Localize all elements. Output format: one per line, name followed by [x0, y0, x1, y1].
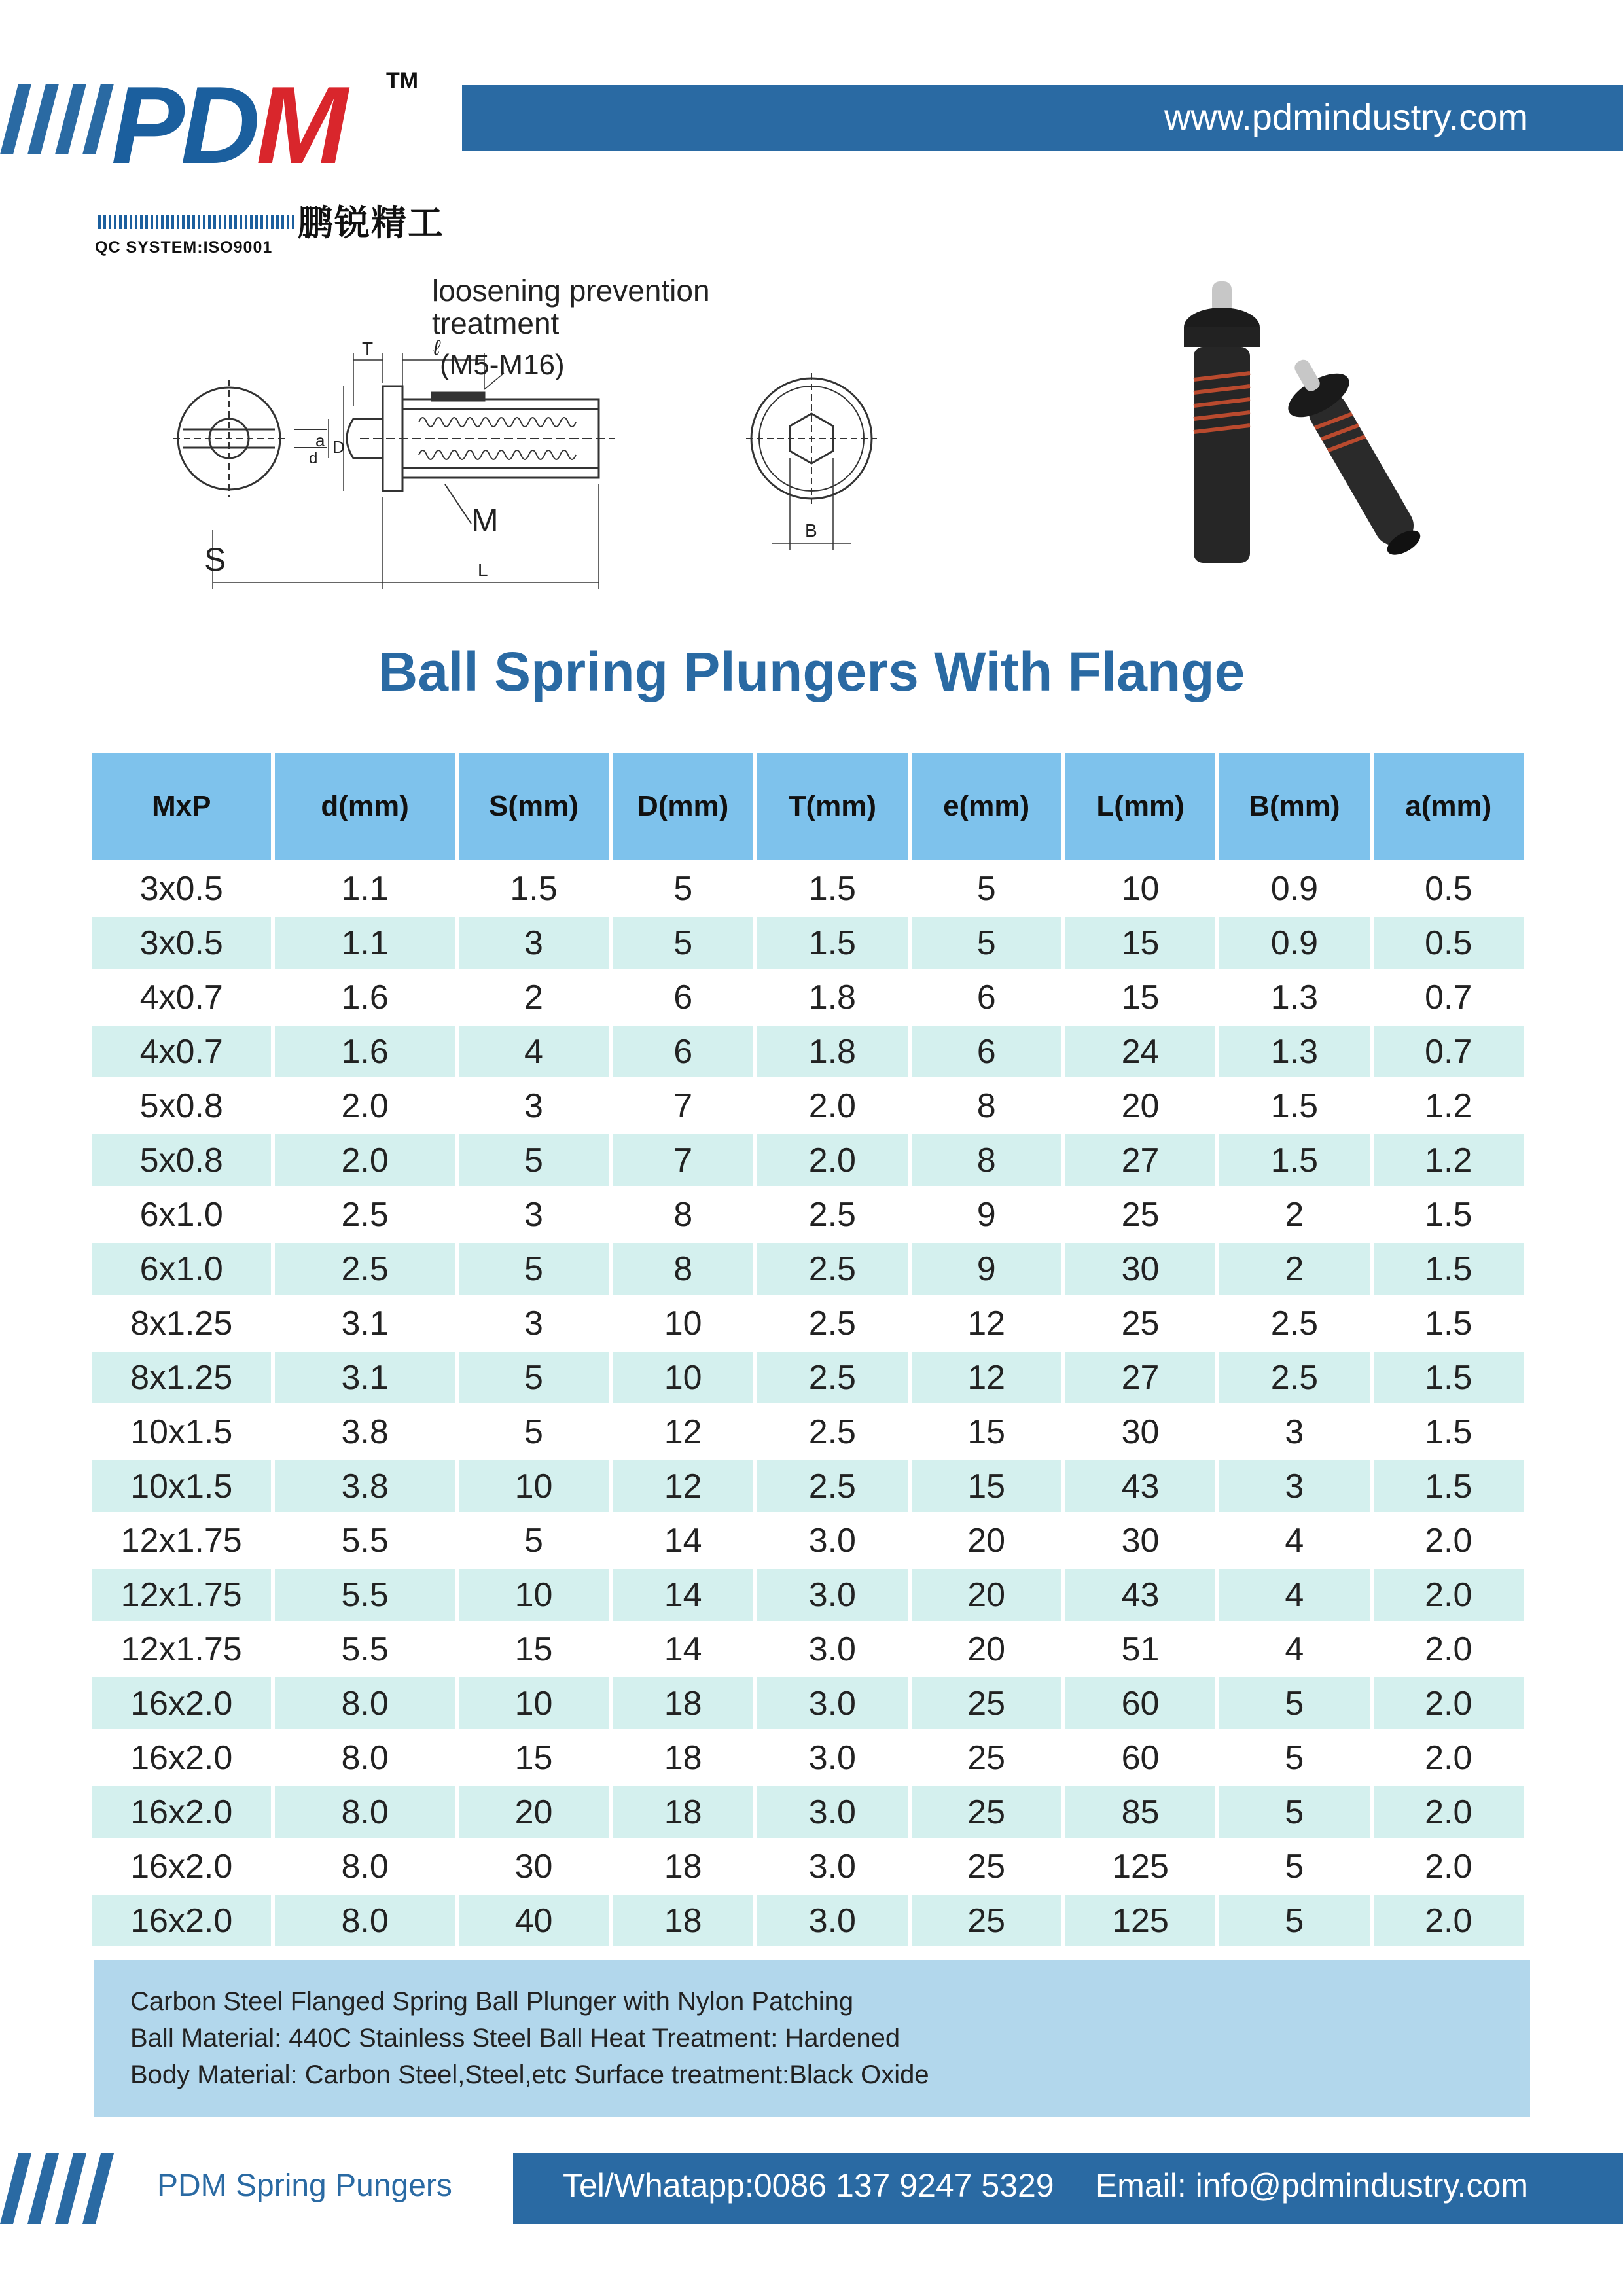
note-line: Ball Material: 440C Stainless Steel Ball Heat Treatment: Hardened: [130, 2024, 901, 2053]
table-cell: 2.0: [1425, 1630, 1472, 1668]
table-cell: 3: [524, 1086, 543, 1125]
table-cell: 0.5: [1374, 917, 1524, 969]
footer-product-label: PDM Spring Pungers: [157, 2168, 452, 2203]
table-cell: 8: [673, 1195, 693, 1234]
table-cell: 3.0: [808, 1847, 856, 1886]
table-cell: 2.5: [808, 1412, 856, 1451]
table-cell: 3.0: [757, 1677, 907, 1729]
table-cell: 5: [1285, 1847, 1304, 1886]
footer-stripes: [0, 2153, 118, 2224]
table-cell: 0.9: [1270, 869, 1319, 908]
label-ell: ℓ: [433, 336, 440, 359]
table-cell: 2.5: [1219, 1352, 1369, 1403]
table-cell: 5: [613, 917, 753, 969]
label-d: d: [309, 450, 318, 467]
table-cell: 8.0: [341, 1738, 389, 1777]
table-cell: 1.5: [1425, 1195, 1472, 1234]
table-cell: 25: [967, 1738, 1006, 1777]
table-cell: 12x1.75: [92, 1569, 271, 1621]
table-cell: 10: [613, 1352, 753, 1403]
table-cell: 51: [1121, 1630, 1160, 1668]
table-cell: 2.5: [808, 1304, 856, 1342]
table-cell: 2.5: [757, 1352, 907, 1403]
table-cell: 2.0: [341, 1086, 389, 1125]
table-cell: 14: [664, 1630, 702, 1668]
table-row: [92, 1840, 1524, 1892]
table-cell: 3.1: [275, 1352, 454, 1403]
table-cell: 27: [1065, 1134, 1215, 1186]
table-cell: 3: [524, 1304, 543, 1342]
table-cell: 2.0: [757, 1134, 907, 1186]
label-D: D: [332, 437, 345, 457]
table-cell: 8x1.25: [130, 1304, 233, 1342]
table-row: [92, 1134, 1524, 1186]
table-cell: 5: [1219, 1677, 1369, 1729]
table-row: [92, 1569, 1524, 1621]
table-cell: 16x2.0: [92, 1895, 271, 1946]
table-cell: 10x1.5: [92, 1460, 271, 1512]
table-cell: 1.6: [341, 978, 389, 1016]
table-cell: 1.3: [1219, 1026, 1369, 1077]
table-cell: 10: [1121, 869, 1160, 908]
table-cell: 8: [613, 1243, 753, 1295]
table-row: [92, 1677, 1524, 1729]
table-cell: 4: [1285, 1630, 1304, 1668]
table-cell: 18: [664, 1847, 702, 1886]
table-cell: 2.5: [757, 1243, 907, 1295]
company-logo: [85, 63, 452, 257]
callout-line2: treatment: [432, 306, 560, 340]
table-cell: 2.0: [808, 1086, 856, 1125]
logo-barcode: [98, 215, 294, 229]
table-cell: 8.0: [341, 1847, 389, 1886]
table-cell: 20: [459, 1786, 609, 1838]
table-cell: 18: [613, 1786, 753, 1838]
note-line: Carbon Steel Flanged Spring Ball Plunger with Nylon Patching: [130, 1987, 854, 2016]
table-cell: 15: [514, 1630, 553, 1668]
table-cell: 25: [912, 1895, 1061, 1946]
table-cell: 18: [613, 1895, 753, 1946]
table-row: [92, 1026, 1524, 1077]
table-cell: 125: [1112, 1847, 1169, 1886]
table-cell: 14: [613, 1569, 753, 1621]
footer-phone[interactable]: Tel/Whatapp:0086 137 9247 5329: [563, 2167, 1054, 2204]
header-d: d(mm): [275, 753, 454, 860]
table-cell: 12: [912, 1352, 1061, 1403]
table-cell: 10x1.5: [130, 1412, 233, 1451]
table-cell: 12: [967, 1304, 1006, 1342]
table-cell: 30: [1065, 1243, 1215, 1295]
table-cell: 1.5: [808, 869, 856, 908]
table-row: [92, 1297, 1524, 1349]
footer-email[interactable]: Email: info@pdmindustry.com: [1095, 2167, 1528, 2204]
table-cell: 1.1: [275, 917, 454, 969]
header-e: e(mm): [912, 753, 1061, 860]
table-cell: 85: [1065, 1786, 1215, 1838]
table-cell: 8: [976, 1086, 996, 1125]
table-cell: 6: [976, 978, 996, 1016]
table-row: [92, 917, 1524, 969]
table-cell: 16x2.0: [130, 1738, 233, 1777]
table-cell: 8.0: [275, 1677, 454, 1729]
table-cell: 3.8: [275, 1460, 454, 1512]
table-cell: 3: [1285, 1412, 1304, 1451]
table-cell: 20: [1121, 1086, 1160, 1125]
table-body: [92, 863, 1524, 1946]
header-D: D(mm): [613, 753, 753, 860]
table-cell: 30: [1121, 1412, 1160, 1451]
table-cell: 10: [664, 1304, 702, 1342]
table-cell: 1.5: [757, 917, 907, 969]
table-row: [92, 1189, 1524, 1240]
table-cell: 3: [524, 1195, 543, 1234]
table-cell: 16x2.0: [92, 1786, 271, 1838]
table-cell: 4x0.7: [92, 1026, 271, 1077]
table-cell: 7: [673, 1086, 693, 1125]
table-cell: 3.8: [341, 1412, 389, 1451]
table-cell: 16x2.0: [92, 1677, 271, 1729]
table-cell: 0.7: [1425, 978, 1472, 1016]
table-cell: 1.5: [1374, 1352, 1524, 1403]
table-cell: 27: [1065, 1352, 1215, 1403]
table-cell: 43: [1065, 1460, 1215, 1512]
table-cell: 4: [459, 1026, 609, 1077]
label-L: L: [478, 560, 488, 580]
table-cell: 10: [459, 1677, 609, 1729]
side-section-drawing-icon: [213, 353, 615, 589]
note-line: Body Material: Carbon Steel,Steel,etc Surface treatment:Black Oxide: [130, 2060, 929, 2089]
table-cell: 2: [1285, 1195, 1304, 1234]
label-B: B: [805, 520, 817, 541]
table-cell: 10: [459, 1460, 609, 1512]
table-cell: 12: [664, 1412, 702, 1451]
table-cell: 1.8: [808, 978, 856, 1016]
table-cell: 5: [459, 1352, 609, 1403]
table-row: [92, 1786, 1524, 1838]
table-row: [92, 1732, 1524, 1784]
table-cell: 1.2: [1374, 1134, 1524, 1186]
table-row: [92, 1895, 1524, 1946]
table-cell: 5: [976, 869, 996, 908]
table-cell: 15: [1065, 917, 1215, 969]
label-M: M: [471, 502, 499, 539]
table-cell: 25: [912, 1677, 1061, 1729]
table-cell: 3.0: [808, 1521, 856, 1560]
table-cell: 1.5: [1374, 1460, 1524, 1512]
table-cell: 3.0: [757, 1895, 907, 1946]
table-cell: 8: [912, 1134, 1061, 1186]
plunger-photo-icon: [1139, 275, 1479, 576]
table-cell: 18: [664, 1738, 702, 1777]
table-cell: 1.5: [1374, 1243, 1524, 1295]
table-cell: 2.0: [1374, 1786, 1524, 1838]
logo-chinese-name: 鹏锐精工: [298, 204, 444, 243]
table-cell: 5: [524, 1521, 543, 1560]
technical-drawing: [157, 275, 1099, 602]
table-cell: 20: [912, 1569, 1061, 1621]
table-cell: 10: [459, 1569, 609, 1621]
material-notes: [94, 1960, 1530, 2117]
table-cell: 20: [967, 1630, 1006, 1668]
table-cell: 1.3: [1270, 978, 1319, 1016]
table-cell: 4: [1219, 1569, 1369, 1621]
label-S: S: [204, 541, 226, 578]
table-row: [92, 863, 1524, 914]
table-cell: 2.5: [1270, 1304, 1319, 1342]
table-cell: 3x0.5: [92, 917, 271, 969]
table-cell: 60: [1121, 1738, 1160, 1777]
table-cell: 2.5: [341, 1195, 389, 1234]
table-row: [92, 1406, 1524, 1458]
label-T: T: [362, 338, 374, 359]
table-header-row: [92, 753, 1524, 860]
table-cell: 18: [613, 1677, 753, 1729]
table-cell: 125: [1065, 1895, 1215, 1946]
table-cell: 2.0: [1374, 1677, 1524, 1729]
website-link[interactable]: www.pdmindustry.com: [1164, 96, 1528, 137]
table-cell: 3: [459, 917, 609, 969]
label-a: a: [315, 431, 325, 450]
table-cell: 15: [514, 1738, 553, 1777]
table-cell: 24: [1065, 1026, 1215, 1077]
table-cell: 25: [1121, 1304, 1160, 1342]
header-s: S(mm): [459, 753, 609, 860]
table-cell: 1.5: [1425, 1304, 1472, 1342]
table-cell: 16x2.0: [130, 1847, 233, 1886]
table-cell: 5: [1285, 1738, 1304, 1777]
table-cell: 40: [459, 1895, 609, 1946]
table-cell: 5: [459, 1134, 609, 1186]
header-t: T(mm): [757, 753, 907, 860]
table-cell: 5: [673, 869, 693, 908]
table-cell: 9: [976, 1195, 996, 1234]
page-title: Ball Spring Plungers With Flange: [378, 641, 1245, 702]
table-cell: 25: [912, 1786, 1061, 1838]
table-row: [92, 1623, 1524, 1675]
table-cell: 25: [967, 1847, 1006, 1886]
table-cell: 1.5: [1219, 1134, 1369, 1186]
table-cell: 3.0: [808, 1630, 856, 1668]
table-cell: 1.8: [757, 1026, 907, 1077]
table-cell: 4: [1285, 1521, 1304, 1560]
table-row: [92, 1460, 1524, 1512]
table-cell: 5.5: [341, 1630, 389, 1668]
table-row: [92, 1080, 1524, 1132]
table-cell: 1.1: [341, 869, 389, 908]
table-cell: 2.0: [1425, 1521, 1472, 1560]
table-cell: 6: [673, 978, 693, 1016]
table-cell: 0.7: [1374, 1026, 1524, 1077]
table-cell: 30: [1121, 1521, 1160, 1560]
spec-table: [88, 750, 1527, 1949]
table-cell: 15: [1121, 978, 1160, 1016]
table-cell: 2.0: [1374, 1569, 1524, 1621]
table-cell: 2.5: [757, 1460, 907, 1512]
table-cell: 25: [1121, 1195, 1160, 1234]
trademark-symbol: TM: [386, 68, 419, 93]
callout-range: (M5-M16): [440, 349, 565, 381]
table-cell: 6: [613, 1026, 753, 1077]
table-cell: 2: [1219, 1243, 1369, 1295]
table-cell: 5.5: [341, 1521, 389, 1560]
table-cell: 5: [912, 917, 1061, 969]
table-cell: 2: [524, 978, 543, 1016]
table-cell: 3: [1219, 1460, 1369, 1512]
table-row: [92, 971, 1524, 1023]
table-cell: 12x1.75: [120, 1521, 242, 1560]
table-cell: 6x1.0: [139, 1195, 223, 1234]
table-cell: 8.0: [275, 1895, 454, 1946]
table-cell: 6: [912, 1026, 1061, 1077]
header-l: L(mm): [1065, 753, 1215, 860]
front-view-slotted-icon: [173, 380, 327, 497]
table-cell: 0.9: [1219, 917, 1369, 969]
table-cell: 1.5: [510, 869, 558, 908]
qc-system-label: QC SYSTEM:ISO9001: [95, 238, 273, 257]
table-cell: 5: [459, 1243, 609, 1295]
table-cell: 14: [664, 1521, 702, 1560]
table-cell: 5.5: [275, 1569, 454, 1621]
table-row: [92, 1515, 1524, 1566]
table-cell: 1.5: [1425, 1412, 1472, 1451]
table-cell: 2.5: [275, 1243, 454, 1295]
table-row: [92, 1352, 1524, 1403]
table-cell: 2.5: [808, 1195, 856, 1234]
table-cell: 2.0: [1425, 1738, 1472, 1777]
table-cell: 3.0: [808, 1738, 856, 1777]
header-a: a(mm): [1374, 753, 1524, 860]
table-cell: 2.0: [1425, 1847, 1472, 1886]
table-cell: 5x0.8: [139, 1086, 223, 1125]
table-row: [92, 1243, 1524, 1295]
table-cell: 5: [1219, 1786, 1369, 1838]
table-cell: 43: [1065, 1569, 1215, 1621]
table-cell: 7: [613, 1134, 753, 1186]
header-mxp: MxP: [92, 753, 271, 860]
header-b: B(mm): [1219, 753, 1369, 860]
table-cell: 1.6: [275, 1026, 454, 1077]
table-cell: 8.0: [275, 1786, 454, 1838]
table-cell: 15: [912, 1460, 1061, 1512]
table-cell: 5: [1219, 1895, 1369, 1946]
table-cell: 5x0.8: [92, 1134, 271, 1186]
table-cell: 3x0.5: [139, 869, 223, 908]
callout-line1: loosening prevention: [432, 275, 710, 308]
table-cell: 5: [524, 1412, 543, 1451]
table-cell: 8x1.25: [92, 1352, 271, 1403]
table-cell: 30: [514, 1847, 553, 1886]
table-cell: 2.0: [1374, 1895, 1524, 1946]
table-cell: 15: [967, 1412, 1006, 1451]
table-cell: 12: [613, 1460, 753, 1512]
table-cell: 60: [1065, 1677, 1215, 1729]
table-cell: 9: [912, 1243, 1061, 1295]
table-cell: 3.0: [757, 1786, 907, 1838]
table-cell: 0.5: [1425, 869, 1472, 908]
logo-wordmark: PDM: [111, 63, 344, 187]
table-cell: 20: [967, 1521, 1006, 1560]
table-cell: 3.1: [341, 1304, 389, 1342]
table-cell: 4x0.7: [139, 978, 223, 1016]
table-cell: 1.2: [1425, 1086, 1472, 1125]
table-cell: 12x1.75: [120, 1630, 242, 1668]
table-cell: 6x1.0: [92, 1243, 271, 1295]
table-cell: 3.0: [757, 1569, 907, 1621]
table-cell: 2.0: [275, 1134, 454, 1186]
table-cell: 1.5: [1270, 1086, 1319, 1125]
